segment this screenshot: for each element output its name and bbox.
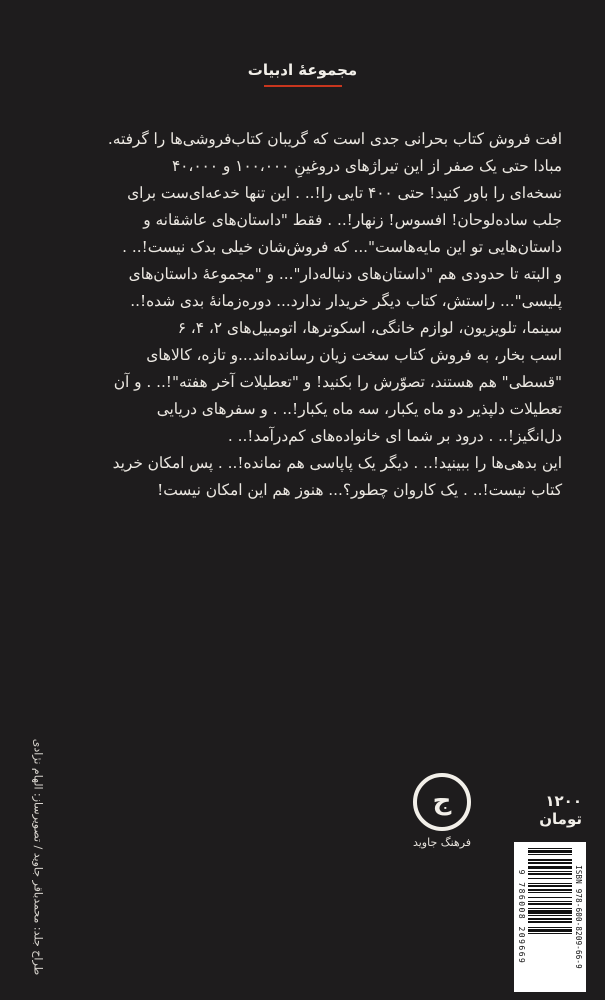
blurb-line: اسب بخار، به فروش کتاب سخت زیان رسانده‌اند...و تازه، کالاهای: [146, 346, 562, 364]
isbn-number: ISBN 978-600-8209-66-9: [574, 865, 583, 969]
blurb-line: تعطیلات دلپذیر دو ماه یکبار، سه ماه یکبار!.. . و سفرهای دریایی: [156, 400, 562, 418]
publisher-emblem-icon: [412, 772, 472, 832]
barcode-bars: [528, 848, 572, 986]
blurb-line: این بدهی‌ها را ببینید!.. . دیگر یک پاپاسی هم نمانده!.. . پس امکان خرید: [112, 454, 562, 472]
blurb-line: سینما، تلویزیون، لوازم خانگی، اسکوترها، اتومبیل‌های ۲، ۴، ۶: [177, 319, 562, 337]
ean-digits: 9 786008 209669: [517, 869, 526, 965]
credits-text: طراح جلد: محمدباقر جاوید / تصویرساز: الهام نژادی: [31, 738, 45, 976]
blurb-line: و البته تا حدودی هم "داستان‌های دنباله‌دار"... و "مجموعهٔ داستان‌های: [128, 265, 562, 283]
blurb-line: پلیسی"... راستش، کتاب دیگر خریدار ندارد... دوره‌زمانهٔ بدی شده!..: [130, 292, 562, 310]
isbn-barcode: [514, 842, 586, 992]
publisher-name: فرهنگ جاوید: [412, 836, 472, 849]
series-header: [0, 60, 605, 87]
series-underline: [264, 85, 342, 87]
blurb-line: افت فروش کتاب بحرانی جدی است که گریبان کتاب‌فروشی‌ها را گرفته.: [107, 130, 562, 148]
blurb-line: مبادا حتی یک صفر از این تیراژهای دروغینِ ۱۰۰،۰۰۰ و ۴۰،۰۰۰: [171, 157, 562, 175]
blurb-line: جلب ساده‌لوحان! افسوس! زنهار!.. . فقط "داستان‌های عاشقانه و: [143, 211, 562, 229]
publisher-logo: [396, 772, 488, 849]
publisher-logo-glyph: ج: [432, 786, 452, 816]
blurb-line: نسخه‌ای را باور کنید! حتی ۴۰۰ تایی را!.. . این تنها خدعه‌ای‌ست برای: [127, 184, 562, 202]
blurb-line: کتاب نیست!.. . یک کاروان چطور؟... هنوز هم این امکان نیست!: [157, 481, 562, 499]
blurb-text: [40, 126, 562, 504]
blurb-line: دل‌انگیز!.. . درود بر شما ای خانواده‌های کم‌درآمد!.. .: [227, 427, 562, 445]
series-title: مجموعهٔ ادبیات: [247, 61, 358, 79]
price-label: ۱۲۰۰ تومان: [539, 792, 582, 828]
blurb-line: "قسطی" هم هستند، تصوّرش را بکنید! و "تعطیلات آخر هفته"!.. . و آن: [113, 373, 562, 391]
cover-credits: [22, 732, 54, 982]
blurb-line: داستان‌هایی تو این مایه‌هاست"... که فروش‌شان خیلی بدک نیست!.. .: [122, 238, 562, 256]
